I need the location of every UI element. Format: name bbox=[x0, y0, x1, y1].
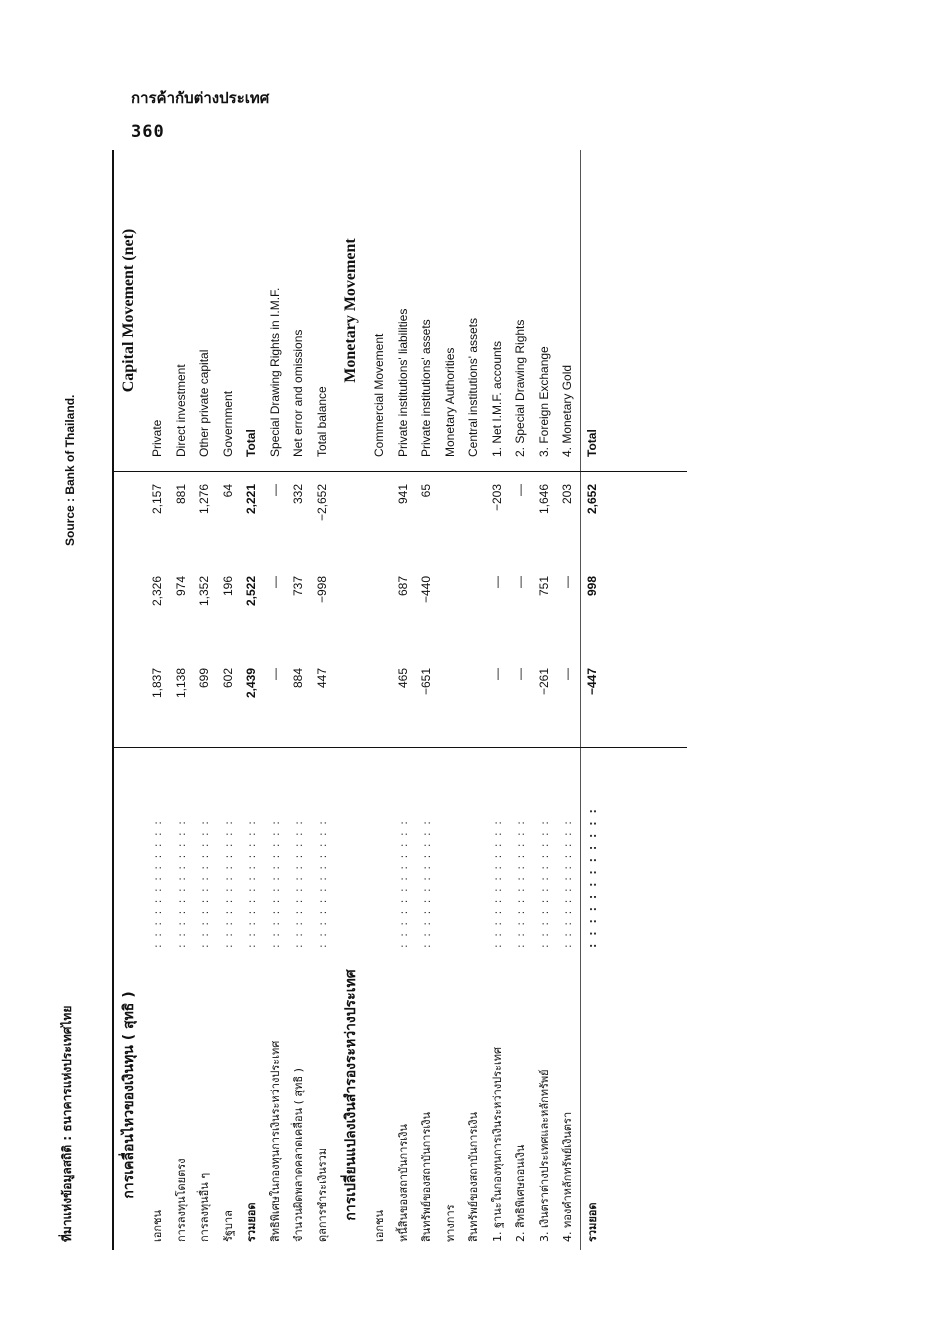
table-cell-value bbox=[112, 564, 146, 656]
table-cell-value: 465 bbox=[395, 668, 410, 689]
table-cell-value bbox=[334, 656, 368, 747]
table-cell-value: −203 bbox=[489, 484, 504, 512]
table-cell-value: −440 bbox=[419, 576, 433, 604]
english-label: Monetary Authorities bbox=[442, 347, 457, 457]
english-label: 3. Foreign Exchange bbox=[536, 346, 551, 457]
table-cell-value bbox=[368, 656, 392, 747]
table-cell-value: 998 bbox=[580, 564, 605, 656]
table-cell-value: 332 bbox=[291, 484, 305, 505]
thai-label: เอกชน bbox=[151, 1209, 164, 1242]
table-cell-value bbox=[462, 472, 486, 564]
thai-label: รวมยอด bbox=[245, 1202, 258, 1242]
dot-leader: : : : : : : : : : : : : bbox=[420, 819, 433, 948]
thai-label: 4. ทองคำหลักทรัพย์เงินตรา bbox=[561, 1111, 574, 1242]
dot-leader bbox=[462, 748, 486, 948]
thai-label: เอกชน bbox=[373, 1209, 386, 1242]
table-cell-value: 64 bbox=[220, 484, 235, 498]
table-cell-value: −2,652 bbox=[314, 484, 329, 522]
english-label: Special Drawing Rights in I.M.F. bbox=[267, 287, 282, 457]
dot-leader: : : : : : : : : : : : : bbox=[537, 819, 551, 948]
english-label: Private institutions' liabilities bbox=[395, 308, 410, 457]
thai-label: จำนวนผิดพลาดคลาดเคลื่อน ( สุทธิ ) bbox=[292, 1068, 305, 1242]
table-grid bbox=[112, 150, 687, 1250]
dot-leader: : : : : : : : : : : : : bbox=[198, 819, 211, 948]
table-cell-value: — bbox=[513, 484, 527, 496]
english-label: Other private capital bbox=[197, 349, 211, 457]
table-cell-value: 1,138 bbox=[173, 668, 188, 699]
table-cell-value: −651 bbox=[419, 668, 433, 696]
table-cell-value: 2,652 bbox=[580, 472, 605, 564]
thai-label: 3. เงินตราต่างประเทศและหลักทรัพย์ bbox=[537, 1069, 551, 1242]
table-cell-value: 2,157 bbox=[150, 484, 164, 515]
table-cell-value: 687 bbox=[395, 576, 410, 597]
thai-label: รวมยอด bbox=[580, 948, 605, 1250]
table-cell-value: — bbox=[267, 668, 282, 680]
dot-leader: : : : : : : : : : : : : bbox=[490, 819, 504, 948]
table-cell-value bbox=[368, 564, 392, 656]
english-label: Private institutions' assets bbox=[419, 319, 433, 457]
english-label: 2. Special Drawing Rights bbox=[513, 319, 527, 457]
table-cell-value: 881 bbox=[173, 484, 188, 505]
english-label: Private bbox=[150, 419, 164, 457]
table-cell-value: — bbox=[513, 668, 527, 680]
thai-label: ดุลการชำระเงินรวม bbox=[315, 1147, 329, 1242]
thai-label: การเคลื่อนไหวของเงินทุน ( สุทธิ ) bbox=[121, 991, 137, 1199]
value-column-1 bbox=[112, 656, 687, 748]
table-cell-value: 2,326 bbox=[150, 576, 164, 607]
thai-label: รัฐบาล bbox=[221, 1210, 235, 1242]
english-label: Government bbox=[220, 390, 235, 457]
table-cell-value: −447 bbox=[580, 656, 605, 747]
dot-leader: : : : : : : : : : : : : bbox=[514, 819, 527, 948]
table-cell-value: −998 bbox=[314, 576, 329, 604]
dot-leader: : : : : : : : : : : : : bbox=[151, 819, 164, 948]
table-cell-value: 196 bbox=[220, 576, 235, 597]
english-label: Direct investment bbox=[173, 364, 188, 457]
dot-leader: : : : : : : : : : : : : bbox=[174, 819, 188, 948]
table-cell-value: 2,221 bbox=[244, 484, 258, 515]
running-head: การค้ากับต่างประเทศ bbox=[131, 89, 270, 107]
table-cell-value: 1,837 bbox=[150, 668, 164, 699]
english-label: Total balance bbox=[314, 386, 329, 457]
thai-label: การลงทุนอื่น ๆ bbox=[198, 1172, 211, 1242]
table-cell-value: 737 bbox=[291, 576, 305, 597]
thai-label-column bbox=[112, 948, 687, 1250]
dot-leader: : : : : : : : : : : : : bbox=[268, 819, 282, 948]
page-number: 360 bbox=[131, 122, 165, 142]
table-cell-value bbox=[112, 472, 146, 564]
source-english: Source : Bank of Thailand. bbox=[63, 394, 77, 546]
table-cell-value: 602 bbox=[220, 668, 235, 689]
table-cell-value bbox=[462, 656, 486, 747]
table-cell-value: 2,439 bbox=[244, 668, 258, 699]
table-cell-value bbox=[368, 472, 392, 564]
dot-leader bbox=[112, 748, 146, 948]
table-cell-value bbox=[334, 472, 368, 564]
table-cell-value: — bbox=[489, 668, 504, 680]
table-cell-value bbox=[462, 564, 486, 656]
thai-label: 2. สิทธิพิเศษถอนเงิน bbox=[514, 1144, 527, 1242]
dot-leader bbox=[439, 748, 463, 948]
english-label: 1. Net I.M.F. accounts bbox=[489, 340, 504, 457]
table-cell-value: 1,352 bbox=[197, 576, 211, 607]
table-cell-value: — bbox=[513, 576, 527, 588]
table-cell-value: 203 bbox=[560, 484, 574, 505]
thai-label: การลงทุนโดยตรง bbox=[174, 1158, 188, 1242]
table-cell-value: 941 bbox=[395, 484, 410, 505]
dot-leader: : : : : : : : : : : : : bbox=[580, 748, 605, 948]
table-cell-value bbox=[439, 472, 463, 564]
thai-label: สินทรัพย์ของสถาบันการเงิน bbox=[467, 1111, 480, 1242]
english-label: Total bbox=[244, 429, 258, 457]
thai-label: ทางการ bbox=[443, 1204, 457, 1242]
source-thai: ที่มาแห่งข้อมูลสถิติ : ธนาคารแห่งประเทศไทย bbox=[60, 1005, 74, 1242]
table-cell-value bbox=[439, 656, 463, 747]
thai-label: 1. ฐานะในกองทุนการเงินระหว่างประเทศ bbox=[490, 1047, 504, 1242]
dot-leader: : : : : : : : : : : : : bbox=[396, 819, 410, 948]
thai-label: หนี้สินของสถาบันการเงิน bbox=[396, 1124, 410, 1242]
table-cell-value: 447 bbox=[314, 668, 329, 689]
rotated-table bbox=[60, 150, 687, 1250]
english-label-column bbox=[112, 150, 687, 472]
table-cell-value bbox=[334, 564, 368, 656]
english-label: Commercial Movement bbox=[372, 333, 386, 457]
dot-leader bbox=[368, 748, 392, 948]
english-label: 4. Monetary Gold bbox=[560, 364, 574, 457]
table-cell-value: −261 bbox=[536, 668, 551, 696]
english-label: Monetary Movement bbox=[342, 238, 359, 383]
table-cell-value: 699 bbox=[197, 668, 211, 689]
dot-leader: : : : : : : : : : : : : bbox=[292, 819, 305, 948]
table-cell-value: 1,276 bbox=[197, 484, 211, 515]
table-cell-value: 1,646 bbox=[536, 484, 551, 515]
dot-leader: : : : : : : : : : : : : bbox=[245, 819, 258, 948]
thai-label: สินทรัพย์ของสถาบันการเงิน bbox=[420, 1111, 433, 1242]
dot-leader bbox=[334, 748, 368, 948]
value-column-2 bbox=[112, 564, 687, 656]
table-cell-value: — bbox=[267, 576, 282, 588]
english-label: Central institutions' assets bbox=[466, 317, 480, 457]
dot-leader: : : : : : : : : : : : : bbox=[561, 819, 574, 948]
table-cell-value: 884 bbox=[291, 668, 305, 689]
table-cell-value: 2,522 bbox=[244, 576, 258, 607]
table-cell-value bbox=[439, 564, 463, 656]
thai-label: สิทธิพิเศษในกองทุนการเงินระหว่างประเทศ bbox=[268, 1040, 282, 1242]
table-cell-value: — bbox=[560, 576, 574, 588]
table-cell-value: — bbox=[267, 484, 282, 496]
english-label: Total bbox=[580, 150, 605, 471]
table-cell-value: — bbox=[560, 668, 574, 680]
table-cell-value: — bbox=[489, 576, 504, 588]
table-cell-value: 751 bbox=[536, 576, 551, 597]
table-cell-value: 974 bbox=[173, 576, 188, 597]
english-label: Capital Movement (net) bbox=[120, 228, 137, 393]
dot-leader: : : : : : : : : : : : : bbox=[221, 819, 235, 948]
english-label: Net error and omissions bbox=[291, 329, 305, 457]
table-cell-value bbox=[112, 656, 146, 747]
dot-leader-column bbox=[112, 748, 687, 948]
dot-leader: : : : : : : : : : : : : bbox=[315, 819, 329, 948]
value-column-3 bbox=[112, 472, 687, 564]
table-cell-value: 65 bbox=[419, 484, 433, 498]
thai-label: การเปลี่ยนแปลงเงินสำรองระหว่างประเทศ bbox=[343, 969, 359, 1221]
